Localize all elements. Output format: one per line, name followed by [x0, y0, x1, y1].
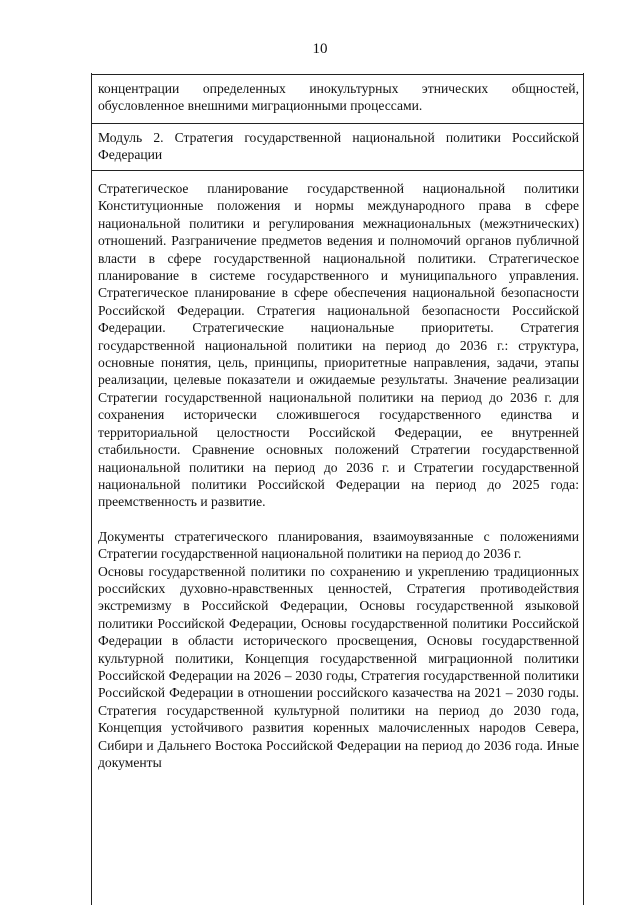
- row-text-continuation: концентрации определенных инокультурных этнических общностей, обусловленное внешними миграционными процессами.: [98, 81, 579, 114]
- document-table: [91, 73, 584, 905]
- table-row: [92, 171, 583, 905]
- table-row: [92, 74, 583, 124]
- module-content-paragraph: Стратегическое планирование государственной национальной политики Конституционные положения и нормы международного права в сфере национальной политики и регулирования межнациональных (межэтнических) отношений. Разграничение предметов ведения и полномочий органов публичной власти в сфере государственной национальной политики. Стратегическое планирование в системе государственного и муниципального управления. Стратегическое планирование в сфере обеспечения национальной безопасности Российской Федерации. Стратегия национальной безопасности Российской Федерации. Стратегические национальные приоритеты. Стратегия государственной национальной политики на период до 2036 г.: структура, основные понятия, цель, принципы, приоритетные направления, задачи, этапы реализации, целевые показатели и ожидаемые результаты. Значение реализации Стратегии государственной национальной политики на период до 2036 г. для сохранения исторически сложившегося государственного единства и территориальной целостности Российской Федерации, ее внутренней стабильности. Сравнение основных положений Стратегии государственной национальной политики на период до 2036 г. и Стратегии государственной национальной политики Российской Федерации на период до 2025 года: преемственность и развитие.: [98, 181, 579, 510]
- module-heading: Модуль 2. Стратегия государственной национальной политики Российской Федерации: [98, 130, 579, 163]
- page-number: 10: [312, 41, 328, 57]
- module-content-paragraph: Документы стратегического планирования, взаимоувязанные с положениями Стратегии государственной национальной политики на период до 2036 г.: [98, 528, 579, 562]
- table-row: [92, 124, 583, 171]
- module-content-paragraph: Основы государственной политики по сохранению и укреплению традиционных российских духовно-нравственных ценностей, Стратегия противодействия экстремизму в Российской Федерации, Основы государственной языковой политики Российской Федерации, Основы государственной политики Российской Федерации в области исторического просвещения, Основы государственной культурной политики, Концепция государственной миграционной политики Российской Федерации на 2026 – 2030 годы, Стратегия государственной политики Российской Федерации в отношении российского казачества на 2021 – 2030 годы. Стратегия государственной культурной политики на период до 2030 года, Концепция устойчивого развития коренных малочисленных народов Севера, Сибири и Дальнего Востока Российской Федерации на период до 2036 года. Иные документы: [98, 563, 579, 770]
- table-top-border: [92, 74, 583, 75]
